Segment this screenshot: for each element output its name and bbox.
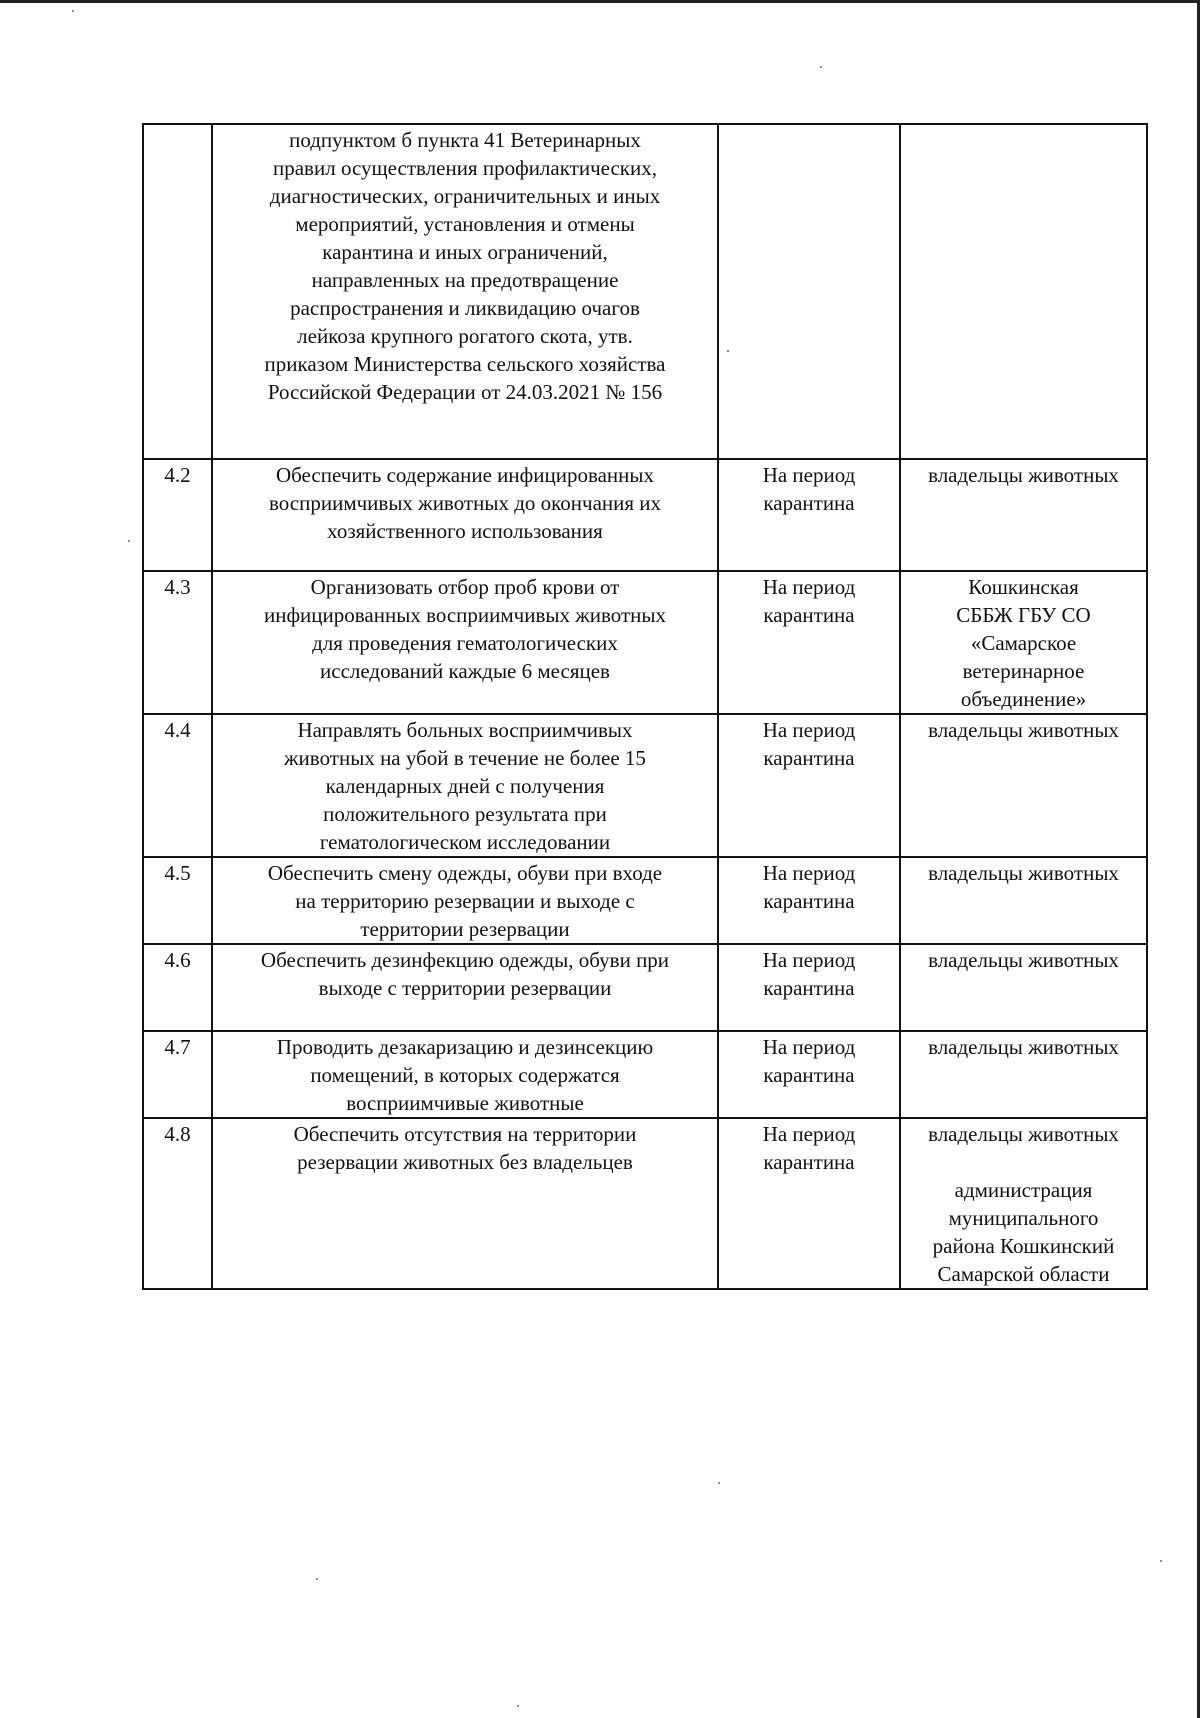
scan-speck (128, 540, 130, 542)
responsible-text: владельцы животных (900, 714, 1147, 857)
scan-speck (72, 10, 74, 12)
scan-speck (517, 1705, 519, 1707)
item-number: 4.5 (143, 857, 212, 944)
item-number: 4.4 (143, 714, 212, 857)
table-row (143, 124, 1147, 459)
responsible-text: Кошкинская СББЖ ГБУ СО «Самарское ветеринарное объединение» (900, 571, 1147, 714)
period-text: На период карантина (718, 1031, 900, 1118)
item-number: 4.3 (143, 571, 212, 714)
measure-text: Обеспечить содержание инфицированных восприимчивых животных до окончания их хозяйственного использования (212, 459, 718, 571)
responsible-text: владельцы животных (900, 1031, 1147, 1118)
measure-text: Обеспечить смену одежды, обуви при входе на территорию резервации и выходе с территории резервации (212, 857, 718, 944)
measures-table (142, 123, 1148, 1290)
table-row (143, 714, 1147, 857)
measure-text: подпунктом б пункта 41 Ветеринарных правил осуществления профилактических, диагностических, ограничительных и иных мероприятий, установления и отмены карантина и иных ограничений, направленных на предотвращение распространения и ликвидацию очагов лейкоза крупного рогатого скота, утв. приказом Министерства сельского хозяйства Российской Федерации от 24.03.2021 № 156 (212, 124, 718, 459)
item-number: 4.7 (143, 1031, 212, 1118)
responsible-text: владельцы животных (900, 944, 1147, 1031)
item-number: 4.6 (143, 944, 212, 1031)
item-number (143, 124, 212, 459)
period-text: На период карантина (718, 459, 900, 571)
responsible-text: владельцы животных (900, 459, 1147, 571)
period-text: На период карантина (718, 714, 900, 857)
scan-speck (316, 1578, 318, 1580)
scan-edge-top (0, 0, 1200, 3)
table-row (143, 1118, 1147, 1289)
responsible-text: владельцы животных (900, 857, 1147, 944)
period-text: На период карантина (718, 1118, 900, 1289)
measure-text: Направлять больных восприимчивых животных на убой в течение не более 15 календарных дней с получения положительного результата при гематологическом исследовании (212, 714, 718, 857)
period-text: На период карантина (718, 944, 900, 1031)
period-text (718, 124, 900, 459)
responsible-text (900, 124, 1147, 459)
table-row (143, 459, 1147, 571)
scan-speck (1160, 1560, 1162, 1562)
measure-text: Обеспечить дезинфекцию одежды, обуви при выходе с территории резервации (212, 944, 718, 1031)
scan-speck (820, 66, 822, 68)
measure-text: Организовать отбор проб крови от инфицированных восприимчивых животных для проведения гематологических исследований каждые 6 месяцев (212, 571, 718, 714)
measure-text: Обеспечить отсутствия на территории резервации животных без владельцев (212, 1118, 718, 1289)
measure-text: Проводить дезакаризацию и дезинсекцию помещений, в которых содержатся восприимчивые животные (212, 1031, 718, 1118)
table-row (143, 1031, 1147, 1118)
table-row (143, 571, 1147, 714)
period-text: На период карантина (718, 857, 900, 944)
scan-speck (718, 1482, 720, 1484)
responsible-text: владельцы животных администрация муниципального района Кошкинский Самарской области (900, 1118, 1147, 1289)
table-row (143, 944, 1147, 1031)
item-number: 4.8 (143, 1118, 212, 1289)
period-text: На период карантина (718, 571, 900, 714)
table-row (143, 857, 1147, 944)
item-number: 4.2 (143, 459, 212, 571)
